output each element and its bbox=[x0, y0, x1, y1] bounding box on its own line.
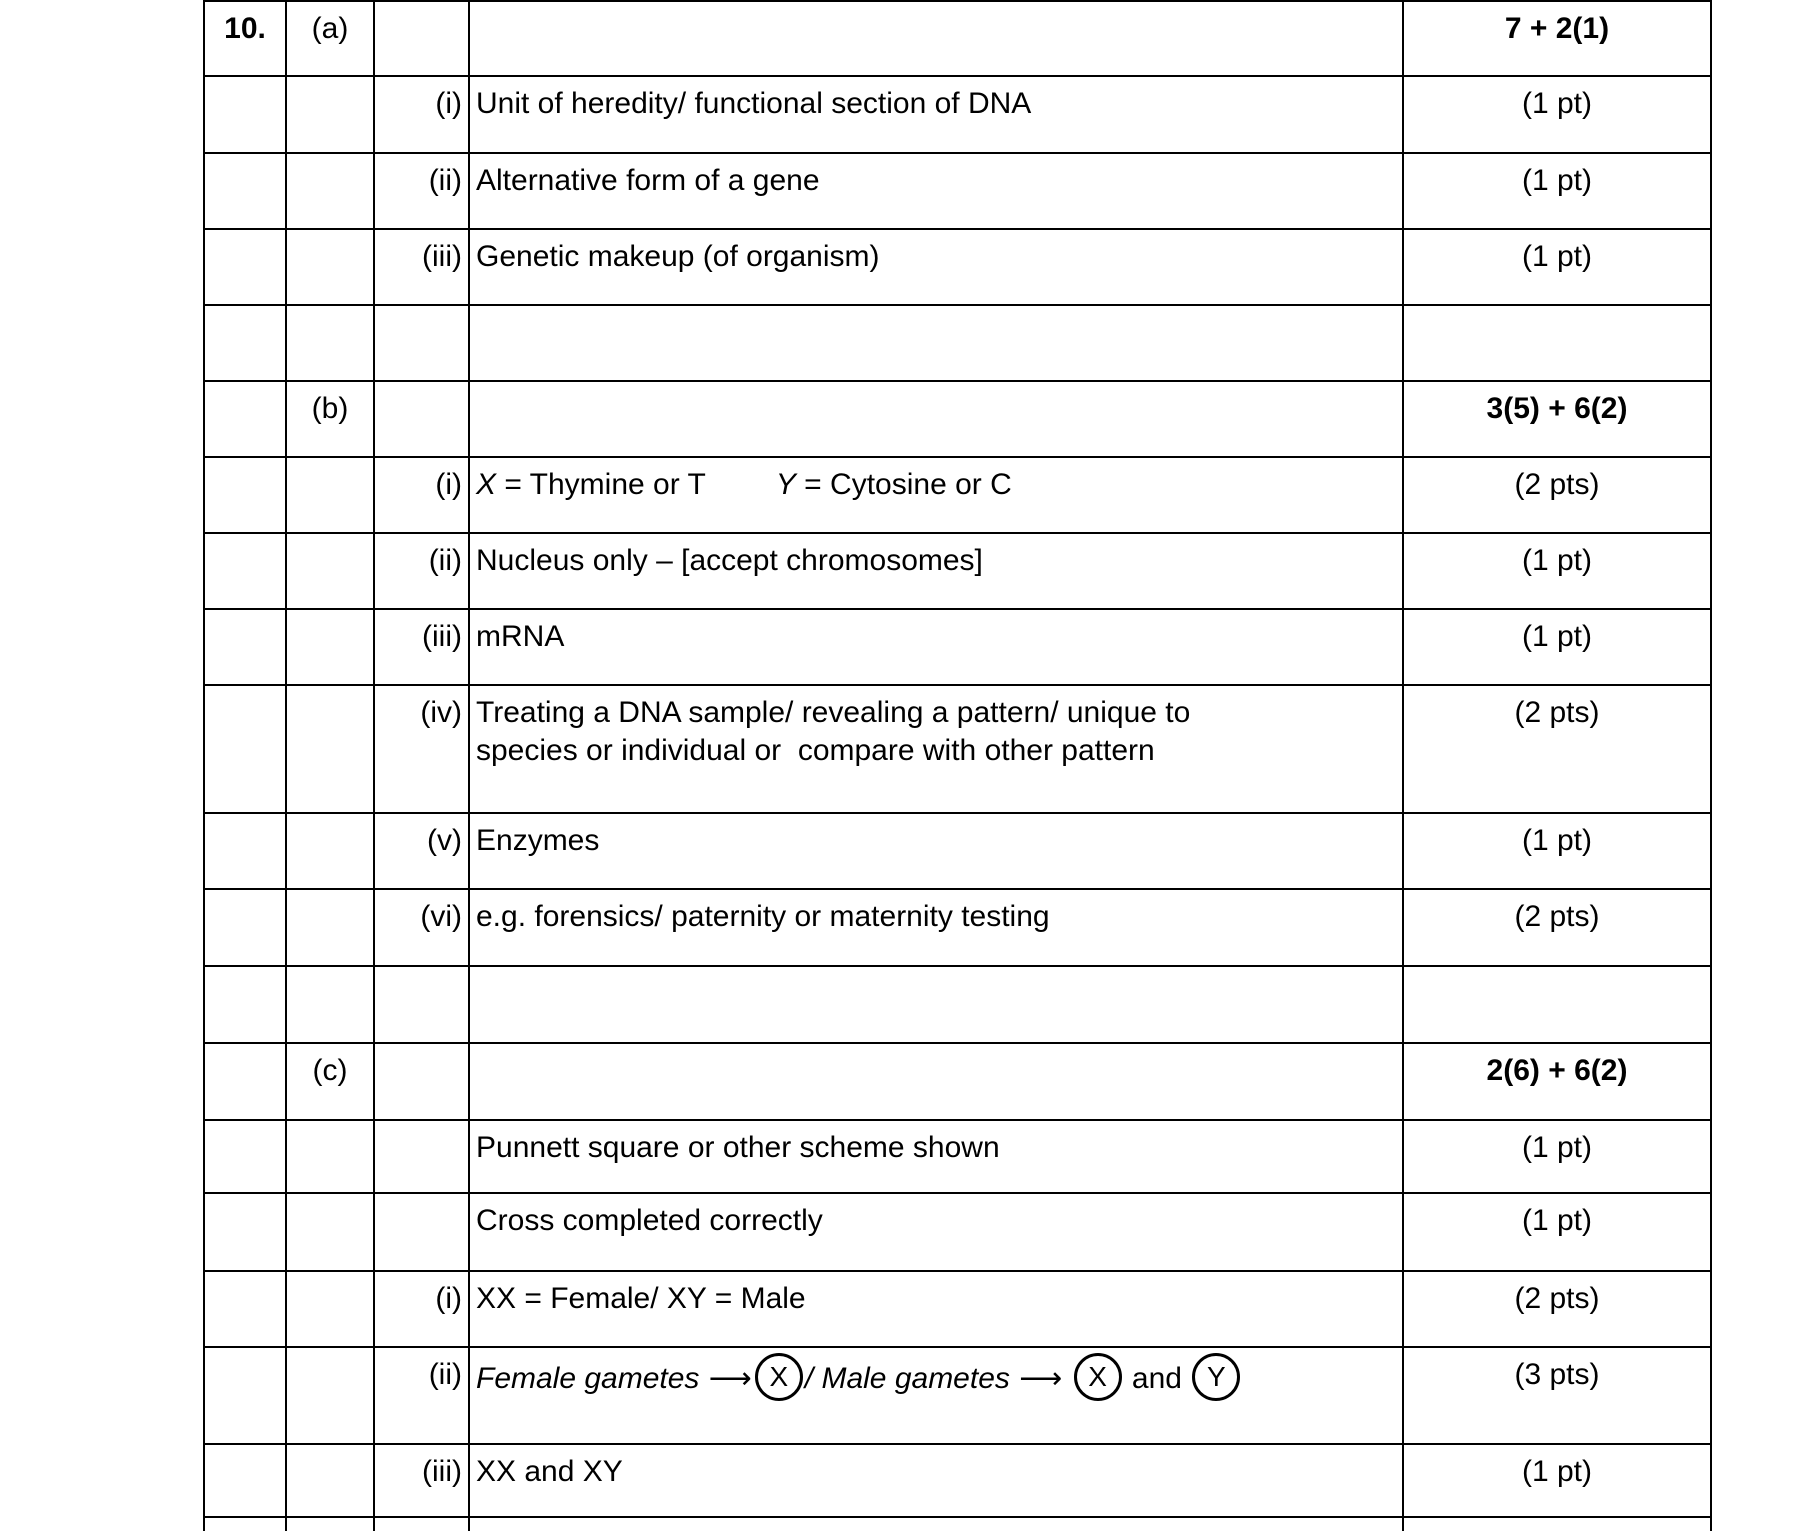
cell-points: (1 pt) bbox=[1403, 609, 1711, 685]
marking-scheme-table bbox=[203, 0, 1712, 1531]
answer-italic-text: X bbox=[476, 468, 497, 501]
cell-points: (1 pt) bbox=[1403, 533, 1711, 609]
cell-subpart-numeral: (i) bbox=[374, 1271, 469, 1347]
cell-part-letter bbox=[286, 1444, 374, 1517]
cell-points: (1 pt) bbox=[1403, 813, 1711, 889]
cell-answer-text bbox=[469, 889, 1403, 966]
answer-italic-text: Female gametes bbox=[476, 1361, 708, 1395]
cell-question-number bbox=[204, 889, 286, 966]
cell-question-number bbox=[204, 685, 286, 813]
cell-points: (3 pts) bbox=[1403, 1347, 1711, 1444]
cell-points: (1 pt) bbox=[1403, 153, 1711, 229]
cell-subpart-numeral: (ii) bbox=[374, 153, 469, 229]
cell-answer-text bbox=[469, 305, 1403, 381]
table-row bbox=[204, 1347, 1711, 1444]
cell-answer-text bbox=[469, 685, 1403, 813]
cell-points bbox=[1403, 966, 1711, 1043]
cell-section-total-points: 3(5) + 6(2) bbox=[1403, 381, 1711, 457]
table-row bbox=[204, 1, 1711, 76]
cell-subpart-numeral: (ii) bbox=[374, 1347, 469, 1444]
cell-answer-text bbox=[469, 1347, 1403, 1444]
right-arrow-icon: ⟶ bbox=[708, 1361, 752, 1395]
cell-part-letter: (b) bbox=[286, 381, 374, 457]
answer-text: XX = Female/ XY = Male bbox=[476, 1282, 806, 1315]
cell-question-number bbox=[204, 1043, 286, 1120]
cell-subpart-numeral bbox=[374, 966, 469, 1043]
cell-subpart-numeral: (iii) bbox=[374, 229, 469, 305]
table-row bbox=[204, 76, 1711, 153]
cell-question-number bbox=[204, 457, 286, 533]
cell-subpart-numeral bbox=[374, 1517, 469, 1531]
cell-question-number bbox=[204, 229, 286, 305]
cell-question-number bbox=[204, 533, 286, 609]
cell-subpart-numeral bbox=[374, 1193, 469, 1271]
cell-question-number bbox=[204, 813, 286, 889]
cell-subpart-numeral bbox=[374, 381, 469, 457]
cell-subpart-numeral bbox=[374, 1120, 469, 1193]
answer-text: species or individual or compare with other pattern bbox=[476, 734, 1155, 767]
table-row bbox=[204, 533, 1711, 609]
answer-italic-text: Y bbox=[775, 468, 796, 501]
cell-subpart-numeral: (iii) bbox=[374, 609, 469, 685]
cell-answer-text bbox=[469, 153, 1403, 229]
cell-part-letter bbox=[286, 457, 374, 533]
answer-text: Enzymes bbox=[476, 824, 600, 857]
answer-italic-text: / Male gametes bbox=[804, 1361, 1019, 1395]
cell-points: (2 pts) bbox=[1403, 1271, 1711, 1347]
cell-question-number bbox=[204, 1347, 286, 1444]
answer-text: Treating a DNA sample/ revealing a pattern/ unique to bbox=[476, 696, 1191, 729]
cell-points: (1 pt) bbox=[1403, 1444, 1711, 1517]
cell-answer-text bbox=[469, 1, 1403, 76]
cell-question-number bbox=[204, 153, 286, 229]
cell-answer-text bbox=[469, 1193, 1403, 1271]
table-row bbox=[204, 381, 1711, 457]
cell-part-letter bbox=[286, 229, 374, 305]
cell-points bbox=[1403, 1517, 1711, 1531]
answer-text: Nucleus only – [accept chromosomes] bbox=[476, 544, 983, 577]
answer-text: Alternative form of a gene bbox=[476, 164, 820, 197]
cell-question-number bbox=[204, 1120, 286, 1193]
cell-question-number bbox=[204, 1193, 286, 1271]
cell-answer-text bbox=[469, 966, 1403, 1043]
cell-subpart-numeral: (v) bbox=[374, 813, 469, 889]
cell-question-number bbox=[204, 305, 286, 381]
cell-points: (1 pt) bbox=[1403, 229, 1711, 305]
cell-question-number bbox=[204, 1271, 286, 1347]
cell-part-letter bbox=[286, 1271, 374, 1347]
table-row bbox=[204, 1271, 1711, 1347]
cell-part-letter bbox=[286, 1517, 374, 1531]
answer-text: and bbox=[1123, 1361, 1191, 1395]
cell-question-number bbox=[204, 966, 286, 1043]
cell-answer-text bbox=[469, 457, 1403, 533]
cell-points: (1 pt) bbox=[1403, 1120, 1711, 1193]
cell-subpart-numeral: (iii) bbox=[374, 1444, 469, 1517]
cell-part-letter bbox=[286, 76, 374, 153]
cell-part-letter bbox=[286, 685, 374, 813]
right-arrow-icon: ⟶ bbox=[1019, 1361, 1063, 1395]
table-row bbox=[204, 1043, 1711, 1120]
marking-table-body bbox=[204, 1, 1711, 1531]
cell-part-letter bbox=[286, 889, 374, 966]
cell-answer-text bbox=[469, 76, 1403, 153]
table-row bbox=[204, 305, 1711, 381]
cell-answer-text bbox=[469, 1517, 1403, 1531]
cell-section-total-points: 7 + 2(1) bbox=[1403, 1, 1711, 76]
table-row bbox=[204, 609, 1711, 685]
cell-part-letter bbox=[286, 1347, 374, 1444]
answer-text: Punnett square or other scheme shown bbox=[476, 1131, 1000, 1164]
cell-answer-text bbox=[469, 229, 1403, 305]
cell-subpart-numeral bbox=[374, 1, 469, 76]
cell-answer-text bbox=[469, 1043, 1403, 1120]
table-row bbox=[204, 889, 1711, 966]
cell-part-letter bbox=[286, 813, 374, 889]
table-row bbox=[204, 153, 1711, 229]
cell-part-letter bbox=[286, 1193, 374, 1271]
table-row bbox=[204, 685, 1711, 813]
circled-allele-symbol: X bbox=[755, 1353, 803, 1401]
table-row bbox=[204, 1444, 1711, 1517]
circled-allele-symbol: Y bbox=[1192, 1353, 1240, 1401]
cell-subpart-numeral: (ii) bbox=[374, 533, 469, 609]
circled-allele-symbol: X bbox=[1074, 1353, 1122, 1401]
cell-answer-text bbox=[469, 381, 1403, 457]
answer-text: mRNA bbox=[476, 620, 565, 653]
cell-part-letter bbox=[286, 966, 374, 1043]
cell-points: (2 pts) bbox=[1403, 685, 1711, 813]
cell-subpart-numeral: (i) bbox=[374, 76, 469, 153]
table-row bbox=[204, 1517, 1711, 1531]
cell-question-number bbox=[204, 1517, 286, 1531]
cell-section-total-points: 2(6) + 6(2) bbox=[1403, 1043, 1711, 1120]
table-row bbox=[204, 457, 1711, 533]
table-row bbox=[204, 1120, 1711, 1193]
cell-points: (2 pts) bbox=[1403, 889, 1711, 966]
answer-text: = Thymine or T bbox=[496, 468, 706, 501]
cell-subpart-numeral bbox=[374, 1043, 469, 1120]
cell-points bbox=[1403, 305, 1711, 381]
cell-part-letter bbox=[286, 609, 374, 685]
cell-answer-text bbox=[469, 813, 1403, 889]
cell-question-number: 10. bbox=[204, 1, 286, 76]
cell-part-letter: (c) bbox=[286, 1043, 374, 1120]
cell-part-letter bbox=[286, 153, 374, 229]
answer-text: Unit of heredity/ functional section of DNA bbox=[476, 87, 1032, 120]
cell-subpart-numeral bbox=[374, 305, 469, 381]
cell-subpart-numeral: (i) bbox=[374, 457, 469, 533]
cell-points: (1 pt) bbox=[1403, 76, 1711, 153]
answer-text bbox=[1063, 1362, 1071, 1395]
answer-text: = Cytosine or C bbox=[795, 468, 1012, 501]
table-row bbox=[204, 813, 1711, 889]
cell-part-letter bbox=[286, 533, 374, 609]
cell-answer-text bbox=[469, 609, 1403, 685]
table-row bbox=[204, 1193, 1711, 1271]
cell-part-letter: (a) bbox=[286, 1, 374, 76]
cell-answer-text bbox=[469, 533, 1403, 609]
table-row bbox=[204, 966, 1711, 1043]
cell-question-number bbox=[204, 76, 286, 153]
table-row bbox=[204, 229, 1711, 305]
cell-answer-text bbox=[469, 1444, 1403, 1517]
answer-text: Cross completed correctly bbox=[476, 1204, 823, 1237]
cell-part-letter bbox=[286, 1120, 374, 1193]
answer-text: Genetic makeup (of organism) bbox=[476, 240, 880, 273]
cell-points: (1 pt) bbox=[1403, 1193, 1711, 1271]
cell-subpart-numeral: (vi) bbox=[374, 889, 469, 966]
cell-question-number bbox=[204, 1444, 286, 1517]
cell-part-letter bbox=[286, 305, 374, 381]
cell-points: (2 pts) bbox=[1403, 457, 1711, 533]
answer-text: e.g. forensics/ paternity or maternity testing bbox=[476, 900, 1050, 933]
cell-answer-text bbox=[469, 1271, 1403, 1347]
cell-subpart-numeral: (iv) bbox=[374, 685, 469, 813]
cell-question-number bbox=[204, 609, 286, 685]
answer-text: XX and XY bbox=[476, 1455, 623, 1488]
cell-answer-text bbox=[469, 1120, 1403, 1193]
cell-question-number bbox=[204, 381, 286, 457]
